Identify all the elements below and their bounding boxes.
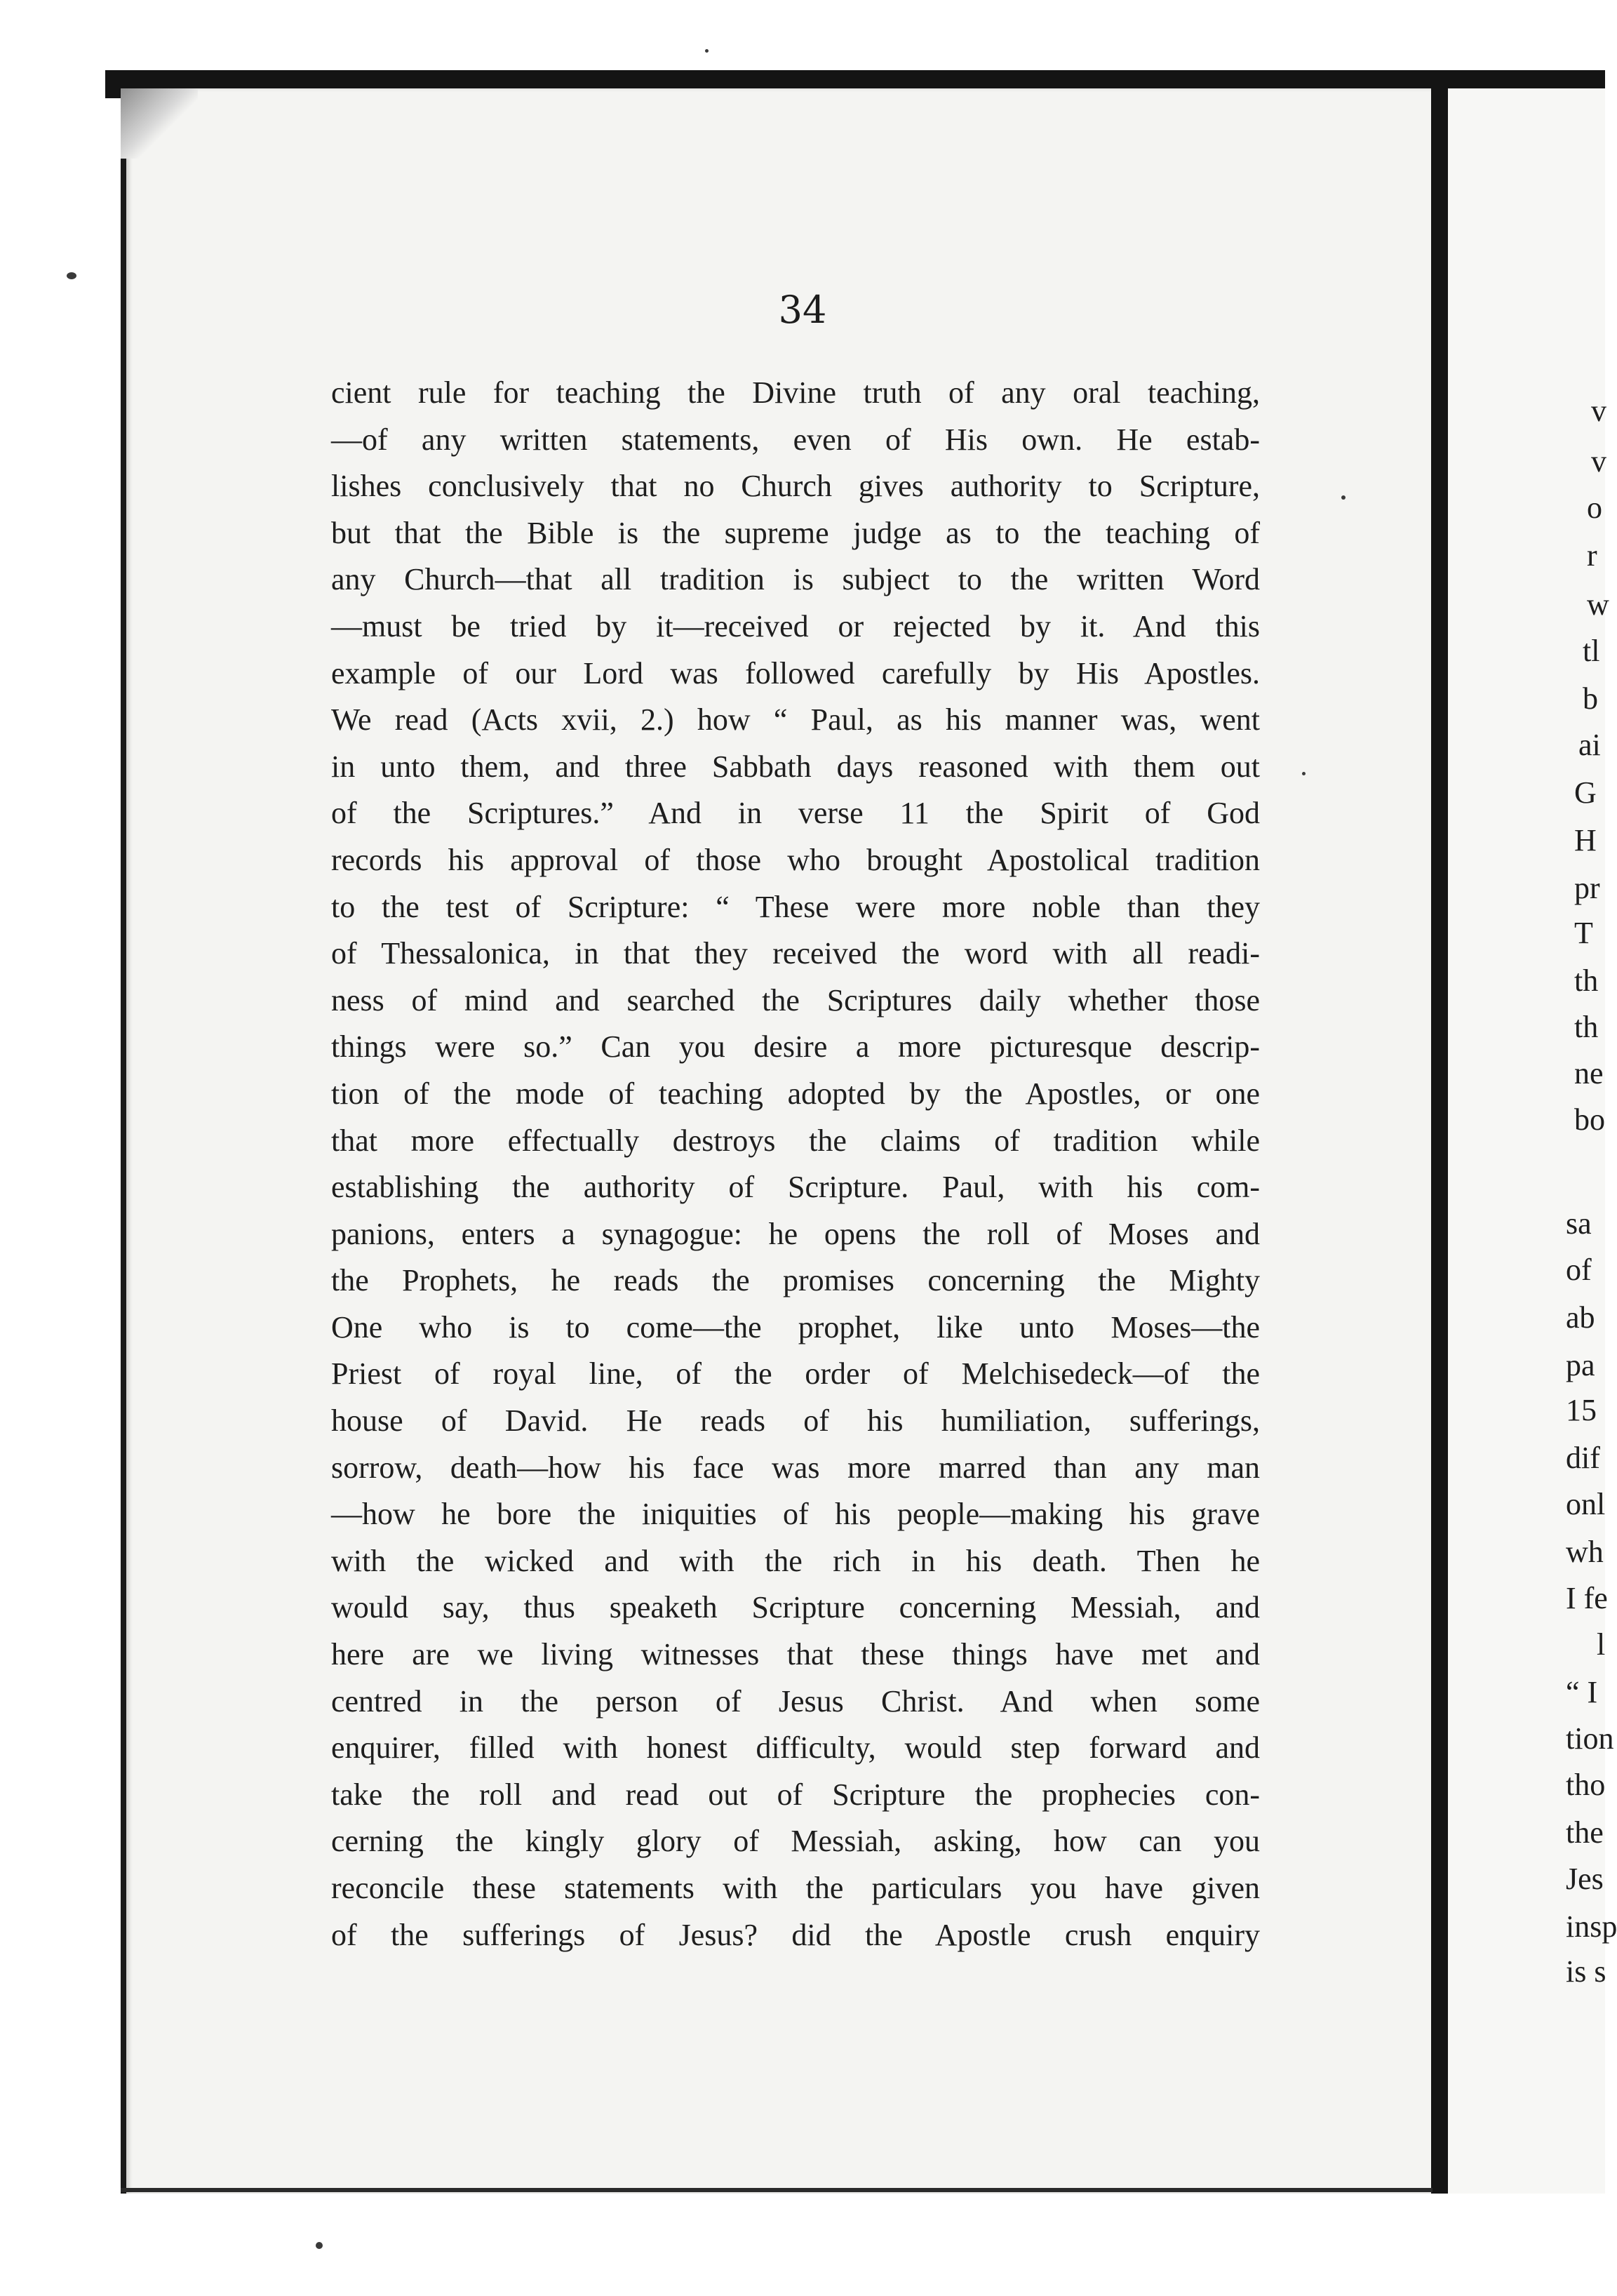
text-line: sorrow, death—how his face was more marred than any man [331, 1450, 1260, 1485]
dust-speck [1302, 772, 1306, 775]
facing-page-fragment: th [1574, 1010, 1599, 1044]
text-line: but that the Bible is the supreme judge as to the teaching of [331, 515, 1260, 550]
text-line: of the sufferings of Jesus? did the Apostle crush enquiry [331, 1917, 1260, 1952]
facing-page-fragment: I fe [1566, 1581, 1608, 1615]
page-number [0, 288, 1605, 332]
facing-page-fragment: ab [1566, 1300, 1595, 1335]
text-line: to the test of Scripture: “ These were more noble than they [331, 889, 1260, 924]
facing-page-fragment: w [1587, 587, 1609, 622]
dust-speck [1341, 495, 1346, 500]
facing-page-fragment: insp [1566, 1909, 1617, 1944]
facing-page-fragment: the [1566, 1815, 1604, 1850]
facing-page-fragment: tho [1566, 1768, 1606, 1802]
facing-page-fragment: sa [1566, 1206, 1592, 1241]
text-line: with the wicked and with the rich in his death. Then he [331, 1543, 1260, 1578]
facing-page-fragment: ne [1574, 1056, 1604, 1090]
facing-page-fragment: “ I [1566, 1675, 1598, 1709]
text-line: centred in the person of Jesus Christ. And when some [331, 1683, 1260, 1718]
text-line: here are we living witnesses that these things have met and [331, 1637, 1260, 1672]
text-line: panions, enters a synagogue: he opens the roll of Moses and [331, 1216, 1260, 1251]
facing-page-fragment: v [1591, 444, 1606, 479]
facing-page-fragment: G [1574, 775, 1597, 810]
text-line: lishes conclusively that no Church gives authority to Scripture, [331, 469, 1260, 504]
facing-page-fragment: T [1574, 916, 1593, 950]
text-line: that more effectually destroys the claims of tradition while [331, 1123, 1260, 1158]
text-line: —of any written statements, even of His own. He estab- [331, 422, 1260, 457]
dust-speck [705, 49, 709, 53]
text-line: —how he bore the iniquities of his people—making his grave [331, 1497, 1260, 1532]
text-line: of the Scriptures.” And in verse 11 the Spirit of God [331, 796, 1260, 831]
facing-page-fragment: l [1597, 1627, 1606, 1662]
text-line: —must be tried by it—received or rejected by it. And this [331, 608, 1260, 643]
page-bottom-edge [121, 2188, 1433, 2192]
text-line: tion of the mode of teaching adopted by the Apostles, or one [331, 1076, 1260, 1111]
text-line: any Church—that all tradition is subject to the written Word [331, 562, 1260, 597]
facing-page-fragment: dif [1566, 1441, 1600, 1475]
dust-speck [316, 2242, 323, 2249]
facing-page-fragment: Jes [1566, 1862, 1604, 1896]
facing-page-fragment: tl [1583, 634, 1600, 668]
text-line: enquirer, filled with honest difficulty, would step forward and [331, 1730, 1260, 1766]
facing-page-fragment: is s [1566, 1954, 1606, 1989]
text-line: example of our Lord was followed carefully by His Apostles. [331, 655, 1260, 690]
text-line: take the roll and read out of Scripture the prophecies con- [331, 1777, 1260, 1812]
facing-page-fragment: b [1583, 681, 1598, 716]
page-number-text: 34 [778, 288, 827, 332]
text-line: records his approval of those who brought Apostolical tradition [331, 842, 1260, 877]
facing-page-fragment: r [1587, 538, 1597, 573]
facing-page-fragment: th [1574, 963, 1599, 998]
dust-speck [67, 272, 76, 279]
facing-page-fragment: of [1566, 1253, 1592, 1287]
text-line: cerning the kingly glory of Messiah, asking, how can you [331, 1824, 1260, 1859]
text-line: One who is to come—the prophet, like unto Moses—the [331, 1309, 1260, 1344]
facing-page-fragment: tion [1566, 1721, 1614, 1756]
text-line: Priest of royal line, of the order of Melchisedeck—of the [331, 1356, 1260, 1391]
facing-page-fragment: bo [1574, 1102, 1605, 1137]
text-line: cient rule for teaching the Divine truth of any oral teaching, [331, 375, 1260, 410]
text-line: things were so.” Can you desire a more picturesque descrip- [331, 1029, 1260, 1064]
text-line: reconcile these statements with the particulars you have given [331, 1871, 1260, 1905]
facing-page-fragment: o [1587, 490, 1602, 525]
facing-page-fragment: pa [1566, 1348, 1595, 1382]
text-line: establishing the authority of Scripture. Paul, with his com- [331, 1170, 1260, 1205]
facing-page-fragment: wh [1566, 1535, 1604, 1569]
facing-page-fragment: pr [1574, 871, 1600, 905]
text-line: in unto them, and three Sabbath days reasoned with them out [331, 749, 1260, 784]
facing-page-fragment: onl [1566, 1487, 1606, 1521]
gutter-shadow [1431, 88, 1448, 2194]
text-line: house of David. He reads of his humiliation, sufferings, [331, 1403, 1260, 1439]
facing-page-fragment: ai [1578, 728, 1601, 762]
text-line: would say, thus speaketh Scripture concerning Messiah, and [331, 1590, 1260, 1625]
text-line: the Prophets, he reads the promises concerning the Mighty [331, 1263, 1260, 1298]
page-body-text [331, 370, 1260, 1958]
facing-page-fragment: H [1574, 823, 1597, 857]
text-line: We read (Acts xvii, 2.) how “ Paul, as his manner was, went [331, 702, 1260, 737]
text-line: of Thessalonica, in that they received the word with all readi- [331, 936, 1260, 971]
facing-page-fragment: v [1591, 394, 1606, 428]
facing-page-fragment: 15 [1566, 1393, 1597, 1427]
text-line: ness of mind and searched the Scriptures daily whether those [331, 982, 1260, 1017]
